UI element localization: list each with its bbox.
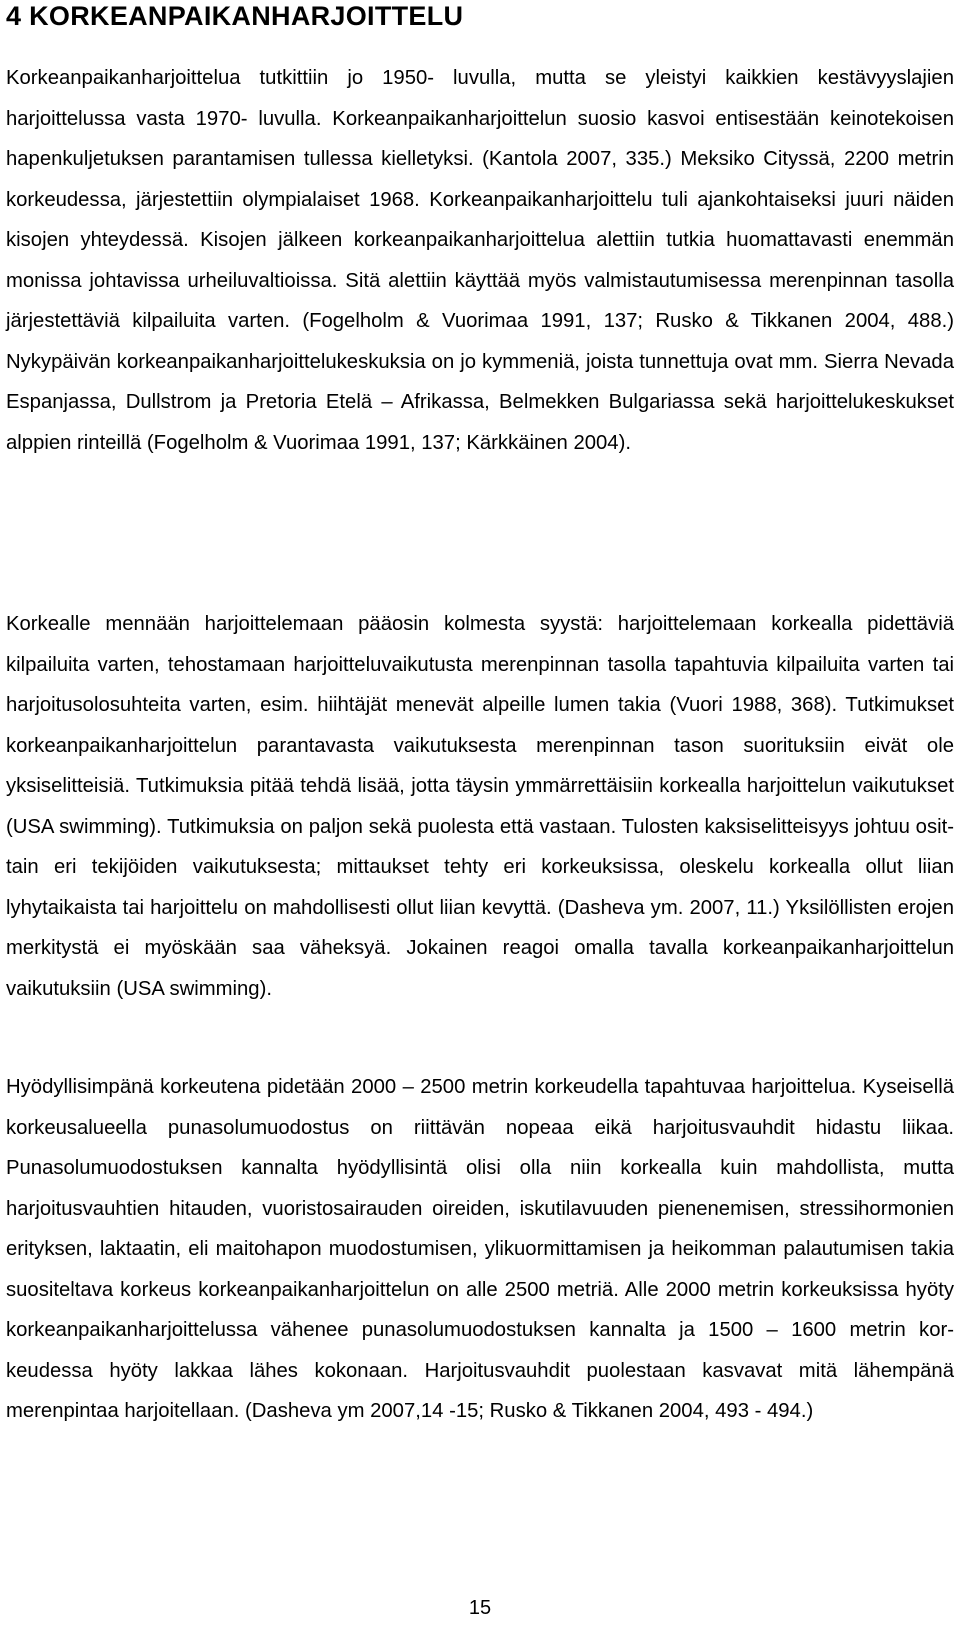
section-heading: 4 KORKEANPAIKANHARJOITTELU bbox=[6, 1, 464, 31]
paragraph-history: Korkeanpaikanharjoittelua tutkittiin jo 1950- luvulla, mutta se yleistyi kaikkien kestävyyslajien harjoittelussa vasta 1970- luvulla. Korkeanpaikanharjoittelun suosio kasvoi entisestään keinotekoisen hapenkuljetuksen parantamisen tullessa kielletyksi. (Kantola 2007, 335.) Meksiko Cityssä, 2200 metrin korkeudessa, järjestettiin olympialaiset 1968. Korkeanpaikanharjoittelu tuli ajankohtaiseksi juuri näiden kisojen yhteydessä. Kisojen jälkeen korkeanpaikanharjoittelua alettiin tutkia huomattavasti enemmän monissa johtavissa urheiluvaltioissa. Sitä alettiin käyttää myös valmistautumisessa merenpinnan tasolla järjestettäviä kilpailuita varten. (Fogelholm & Vuorimaa 1991, 137; Rusko & Tikkanen 2004, 488.) Nykypäivän korkeanpaikanharjoittelukeskuksia on jo kymmeniä, joista tunnettuja ovat mm. Sierra Nevada Espanjassa, Dullstrom ja Pretoria Etelä – Afrikassa, Belmekken Bulgariassa sekä harjoittelukeskukset alppien rinteillä (Fogelholm & Vuorimaa 1991, 137; Kärkkäinen 2004). bbox=[6, 67, 954, 454]
paragraph-reasons: Korkealle mennään harjoittelemaan pääosin kolmesta syystä: harjoittelemaan korkealla pidettäviä kilpailuita varten, tehostamaan harjoitteluvaikutusta merenpinnan tasolla tapahtuvia kilpailuita varten tai harjoitusolosuhteita varten, esim. hiihtäjät menevät alpeille lumen takia (Vuori 1988, 368). Tutkimukset korkeanpaikanharjoittelun parantavasta vaikutuksesta merenpinnan tason suorituksiin eivät ole yksiselitteisiä. Tutkimuksia pitää tehdä lisää, jotta täysin ymmärrettäisiin korkealla harjoittelun vaikutukset (USA swimming). Tutkimuksia on paljon sekä puolesta että vastaan. Tulosten kaksiselitteisyys johtuu osittain eri tekijöiden vaikutuksesta; mittaukset tehty eri korkeuksissa, oleskelu korkealla ollut liian lyhytaikaista tai harjoittelu on mahdollisesti ollut liian kevyttä. (Dasheva ym. 2007, 11.) Yksilöllisten erojen merkitystä ei myöskään saa väheksyä. Jokainen reagoi omalla tavalla korkeanpaikanharjoittelun vaikutuksiin (USA swimming). bbox=[6, 613, 954, 1000]
page-number: 15 bbox=[468, 1597, 492, 1619]
paragraph-altitude: Hyödyllisimpänä korkeutena pidetään 2000 – 2500 metrin korkeudella tapahtuvaa harjoittelua. Kyseisellä korkeusalueella punasolumuodostus on riittävän nopeaa eikä harjoitusvauhdit hidastu liikaa. Punasolumuodostuksen kannalta hyödyllisintä olisi olla niin korkealla kuin mahdollista, mutta harjoitusvauhtien hitauden, vuoristosairauden oireiden, iskutilavuuden pienenemisen, stressihormonien erityksen, laktaatin, eli maitohapon muodostumisen, ylikuormittamisen ja heikomman palautumisen takia suositeltava korkeus korkeanpaikanharjoittelun on alle 2500 metriä. Alle 2000 metrin korkeuksissa hyöty korkeanpaikanharjoittelussa vähenee punasolumuodostuksen kannalta ja 1500 – 1600 metrin korkeudessa hyöty lakkaa lähes kokonaan. Harjoitusvauhdit puolestaan kasvavat mitä lähempänä merenpintaa harjoitellaan. (Dasheva ym 2007,14 -15; Rusko & Tikkanen 2004, 493 - 494.) bbox=[6, 1076, 954, 1422]
